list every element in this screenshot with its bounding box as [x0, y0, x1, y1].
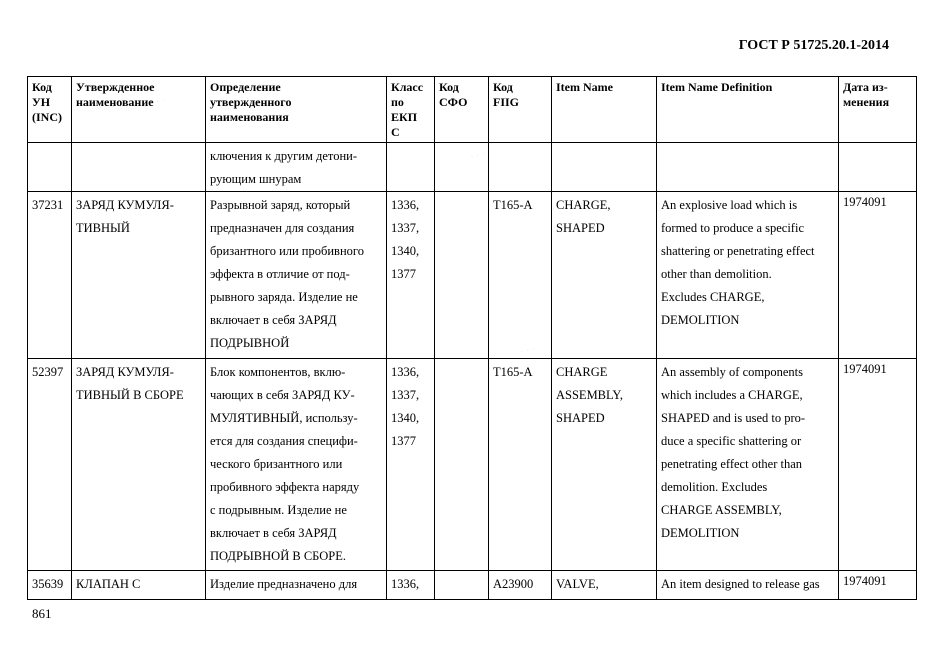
cell-item-definition: An explosive load which is formed to produce a specific shattering or penetrating effect other than demolition. Excludes CHARGE, DEMOLITION	[657, 192, 839, 359]
cell-definition: Изделие предназначено для	[206, 571, 387, 600]
col-header-change-date: Дата из- менения	[839, 77, 917, 143]
cell-name	[72, 143, 206, 192]
cell-sfo	[435, 143, 489, 192]
col-header-sfo: Код СФО	[435, 77, 489, 143]
col-header-item-name-definition: Item Name Definition	[657, 77, 839, 143]
cell-inc: 35639	[28, 571, 72, 600]
cell-class	[387, 143, 435, 192]
watermark: · · ·	[468, 148, 487, 163]
nomenclature-table	[27, 76, 917, 600]
col-header-class: Класс по ЕКП С	[387, 77, 435, 143]
table-row	[28, 359, 917, 571]
cell-name: ЗАРЯД КУМУЛЯ- ТИВНЫЙ В СБОРЕ	[72, 359, 206, 571]
cell-inc: 37231	[28, 192, 72, 359]
cell-class: 1336,	[387, 571, 435, 600]
cell-class: 1336, 1337, 1340, 1377	[387, 359, 435, 571]
table-row	[28, 571, 917, 600]
document-code: ГОСТ Р 51725.20.1-2014	[738, 38, 889, 53]
cell-date: 1974091	[839, 192, 917, 359]
cell-sfo	[435, 192, 489, 359]
cell-item-name: VALVE,	[552, 571, 657, 600]
cell-item-definition: An item designed to release gas	[657, 571, 839, 600]
col-header-inc: Код УН (INC)	[28, 77, 72, 143]
cell-item-definition: An assembly of components which includes a CHARGE, SHAPED and is used to pro- duce a specific shattering or penetrating effect other than demolition. Excludes CHARGE ASSEMBLY, DEMOLITION	[657, 359, 839, 571]
cell-class: 1336, 1337, 1340, 1377	[387, 192, 435, 359]
cell-item-name: CHARGE ASSEMBLY, SHAPED	[552, 359, 657, 571]
col-header-definition: Определение утвержденного наименования	[206, 77, 387, 143]
cell-date	[839, 143, 917, 192]
col-header-item-name: Item Name	[552, 77, 657, 143]
col-header-fiig: Код FIIG	[489, 77, 552, 143]
cell-date: 1974091	[839, 571, 917, 600]
cell-fiig: A23900	[489, 571, 552, 600]
cell-inc: 52397	[28, 359, 72, 571]
col-header-approved-name: Утвержденное наименование	[72, 77, 206, 143]
cell-definition: Разрывной заряд, который предназначен для создания бризантного или пробивного эффекта в отличие от под- рывного заряда. Изделие не включает в себя ЗАРЯД ПОДРЫВНОЙ	[206, 192, 387, 359]
watermark: · · ·	[148, 94, 167, 109]
table-row	[28, 192, 917, 359]
cell-sfo	[435, 571, 489, 600]
cell-name: ЗАРЯД КУМУЛЯ- ТИВНЫЙ	[72, 192, 206, 359]
cell-item-definition	[657, 143, 839, 192]
cell-item-name	[552, 143, 657, 192]
cell-fiig: T165-A	[489, 359, 552, 571]
cell-definition: Блок компонентов, вклю- чающих в себя ЗАРЯД КУ- МУЛЯТИВНЫЙ, использу- ется для создания специфи- ческого бризантного или пробивного эффекта наряду с подрывным. Изделие не включает в себя ЗАРЯД ПОДРЫВНОЙ В СБОРЕ.	[206, 359, 387, 571]
cell-fiig: T165-A	[489, 192, 552, 359]
cell-date: 1974091	[839, 359, 917, 571]
cell-item-name: CHARGE, SHAPED	[552, 192, 657, 359]
table-row	[28, 143, 917, 192]
watermark: · · ·	[518, 343, 537, 358]
cell-definition: ключения к другим детони- рующим шнурам	[206, 143, 387, 192]
cell-sfo	[435, 359, 489, 571]
table-header-row	[28, 77, 917, 143]
cell-inc	[28, 143, 72, 192]
cell-fiig	[489, 143, 552, 192]
cell-name: КЛАПАН С	[72, 571, 206, 600]
page-number: 861	[32, 606, 52, 621]
